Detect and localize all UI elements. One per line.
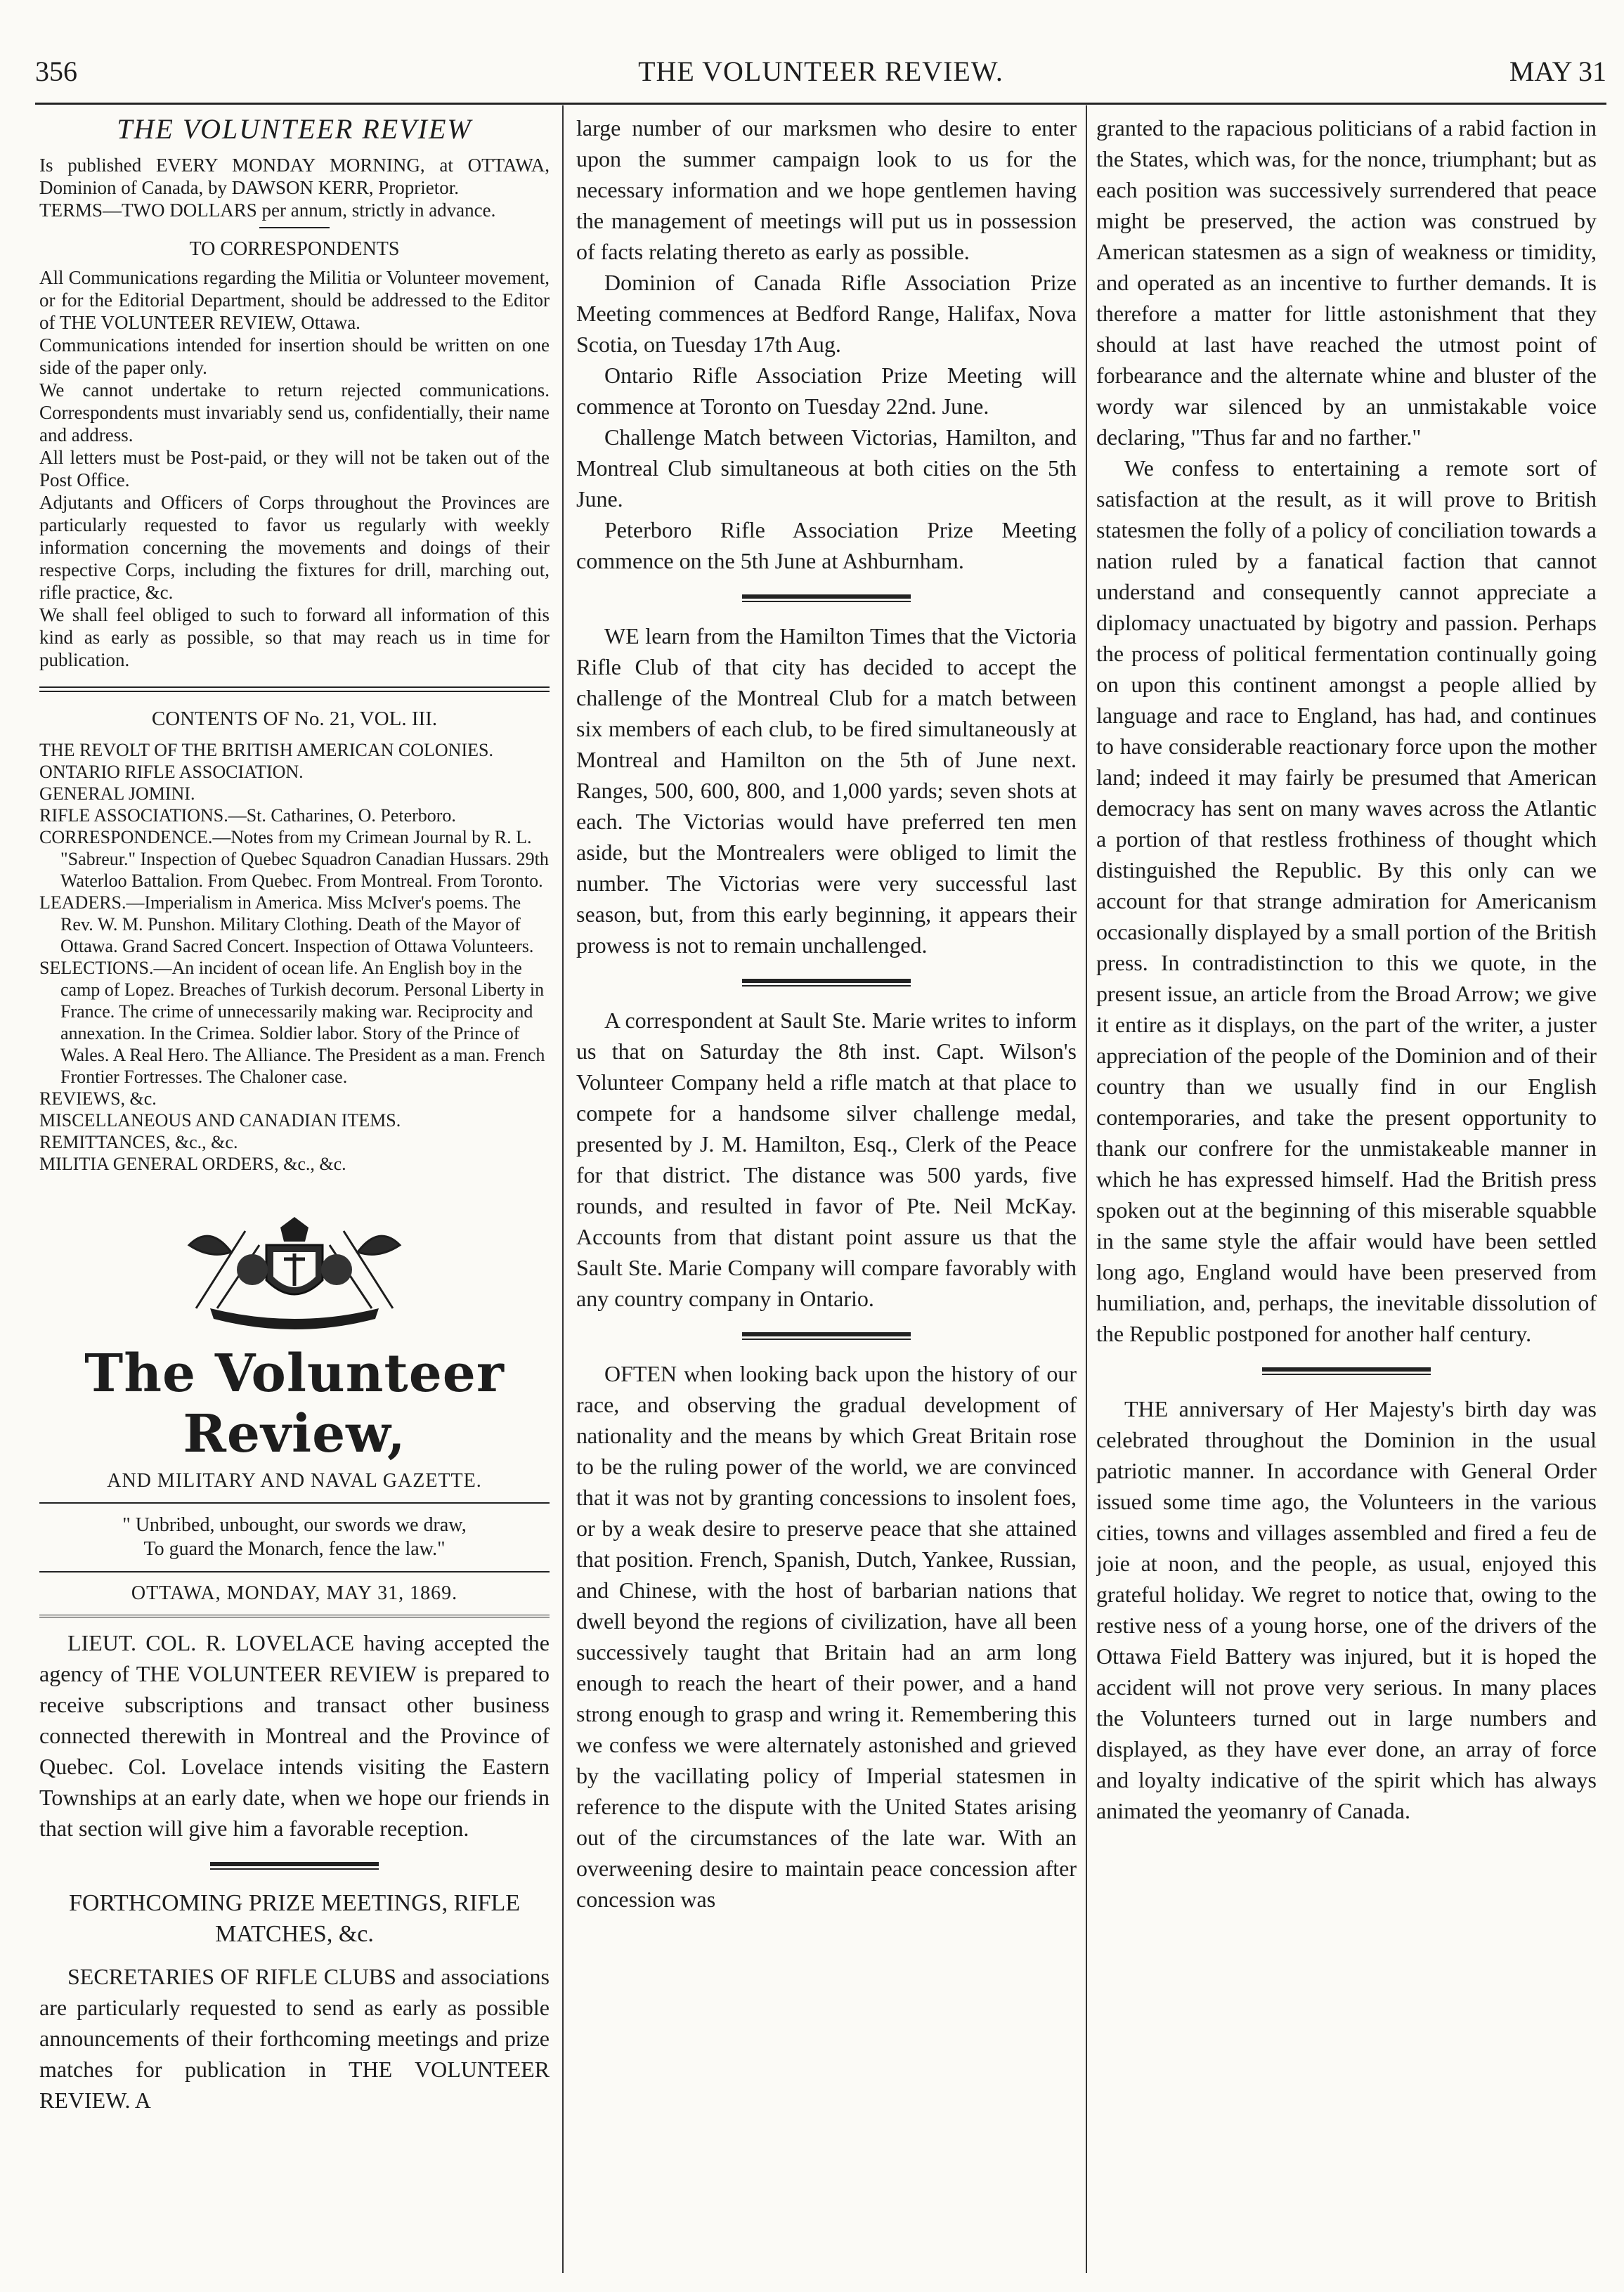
running-title: THE VOLUNTEER REVIEW. [638,56,1003,87]
divider [259,227,330,228]
column-2 [576,112,1077,2277]
correspondents-note: We cannot undertake to return rejected communications. Correspondents must invariably send us, confidentially, their name and address. [39,379,550,445]
motto-line: " Unbribed, unbought, our swords we draw, [122,1514,467,1536]
double-rule [39,686,550,692]
paper-title: The Volunteer Review, [84,1343,505,1464]
paper-subtitle: AND MILITARY AND NAVAL GAZETTE. [107,1470,482,1492]
meeting-announcement: Peterboro Rifle Association Prize Meeting commence on the 5th June at Ashburnham. [576,517,1077,573]
section-rule [1262,1367,1431,1375]
section-rule [210,1862,379,1870]
motto [39,1502,550,1573]
subscription-terms: TERMS—TWO DOLLARS per annum, strictly in advance. [39,200,496,221]
meeting-announcement: Dominion of Canada Rifle Association Prize Meeting commences at Bedford Range, Halifax, Nova Scotia, on Tuesday 17th Aug. [576,270,1077,357]
lead-in: THE [1124,1396,1169,1421]
publication-notice [39,154,550,221]
publication-info: Is published EVERY MONDAY MORNING, at OTTAWA, Dominion of Canada, by DAWSON KERR, Proprietor. [39,155,550,198]
correspondents-note: Adjutants and Officers of Corps throughout the Provinces are particularly requested to favor us regularly with weekly information concerning the movements and doings of their respective Corps, including the fixtures for drill, marching out, rifle practice, &c. [39,492,550,603]
article-text: A correspondent at Sault Ste. Marie writes to inform us that on Saturday the 8th inst. Capt. Wilson's Volunteer Company held a rifle match at that place to compete for a handsome silver challenge medal, presented by J. M. Hamilton, Esq., Clerk of the Peace for that district. The distance was 500 yards, five rounds, and resulted in favor of Pte. Neil McKay. Accounts from that distant point assure us that the Sault Ste. Marie Company will compare favorably with any country company in Ontario. [576,1008,1077,1311]
column-divider [1086,105,1087,2273]
article-text: large number of our marksmen who desire to enter upon the summer campaign look to us for the necessary information and we hope gentlemen having the management of meetings will put us in possession of facts relating thereto as early as possible. [576,115,1077,264]
contents-item: MILITIA GENERAL ORDERS, &c., &c. [39,1154,346,1174]
sault-article [576,1005,1077,1314]
birthday-article [1096,1393,1597,1826]
contents-item: THE REVOLT OF THE BRITISH AMERICAN COLONIES. [39,740,493,760]
correspondents-note: Communications intended for insertion should be written on one side of the paper only. [39,334,550,378]
article-text: granted to the rapacious politicians of a rabid faction in the States, which was, for the nonce, triumphant; but as each position was successively surrendered that peace might be preserved, the action was construed by American statesmen as a sign of weakness or timidity, and operated as an incentive to further demands. It is therefore a matter for little astonishment that they should at last have reached the utmost point of forbearance and the alternate whine and bluster of the wordy war silenced by an unmistakable voice declaring, "Thus far and no farther." [1096,115,1597,450]
article-text: anniversary of Her Majesty's birth day was celebrated throughout the Dominion in the usual patriotic manner. In accordance with General Order issued some time ago, the Volunteers in the various cities, towns and villages assembled and fired a feu de joie at noon, and the people, as usual, enjoyed this grateful holiday. We regret to notice that, owing to the restive ness of a young horse, one of the drivers of the Ottawa Field Battery was injured, but it is hoped the accident will not prove very serious. In many places the Volunteers turned out in large numbers and displayed, as they have ever done, an array of force and loyalty indicative of the spirit which has always animated the yeomanry of Canada. [1096,1396,1597,1823]
contents-item: MISCELLANEOUS AND CANADIAN ITEMS. [39,1110,401,1131]
column-1 [39,112,550,2277]
lead-in: LIEUT. COL. R. LOVELACE [67,1630,355,1655]
motto-line: To guard the Monarch, fence the law." [143,1538,446,1560]
royal-crest-icon [168,1203,421,1329]
article-text: having accepted the agency of THE VOLUNTEER REVIEW is prepared to receive subscriptions and transact other business connected therewith in Montreal and the Province of Quebec. Col. Lovelace intends visiting the Eastern Townships at an early date, when we hope our friends in that section will give him a favorable reception. [39,1630,550,1841]
section-heading: FORTHCOMING PRIZE MEETINGS, RIFLE MATCHES, &c. [68,1890,521,1947]
lead-in: SECRETARIES OF RIFLE CLUBS [67,1964,396,1989]
running-head [35,55,1606,97]
section-rule [742,1332,911,1340]
article-text: learn from the Hamilton Times that the Victoria Rifle Club of that city has decided to accept the challenge of the Montreal Club for a match between six members of each club, to be fired simultaneously at Montreal and Hamilton on the 5th of June next. Ranges, 500, 600, 800, and 1,000 yards; seven shots at each. The Victorias would have preferred ten men aside, but the Montrealers were obliged to limit the number. The Victorias were very successful last season, but, from this early beginning, it appears their prowess is not to remain unchallenged. [576,623,1077,958]
hamilton-article [576,620,1077,961]
page-number: 356 [35,56,77,87]
contents-item: ONTARIO RIFLE ASSOCIATION. [39,762,304,782]
contents-item: CORRESPONDENCE.—Notes from my Crimean Journal by R. L. "Sabreur." Inspection of Quebec Squadron Canadian Hussars. 29th Waterloo Battalion. From Quebec. From Montreal. From Toronto. [39,827,549,891]
dateline: OTTAWA, MONDAY, MAY 31, 1869. [39,1582,550,1617]
lovelace-notice [39,1627,550,1844]
section-rule [742,979,911,987]
contents-item: GENERAL JOMINI. [39,783,195,804]
running-date: MAY 31 [1509,56,1606,87]
correspondents-note: All letters must be Post-paid, or they will not be taken out of the Post Office. [39,447,550,490]
correspondents-note: We shall feel obliged to such to forward all information of this kind as early as possible, so that may reach us in time for publication. [39,604,550,670]
meeting-announcement: Ontario Rifle Association Prize Meeting will commence at Toronto on Tuesday 22nd. June. [576,363,1077,419]
lead-in: WE [604,623,639,649]
lead-in: OFTEN [604,1361,677,1386]
header-rule [35,103,1606,105]
article-text: We confess to entertaining a remote sort of satisfaction at the result, as it will prove to British statesmen the folly of a policy of conciliation towards a nation ruled by a fanatical faction that cannot understand and consequently cannot appreciate a diplomacy unactuated by bigotry and passion. Perhaps the process of political fermentation continually going on upon this continent amongst a people allied by language and race to England, has had, and continues to have considerable reactionary force upon the mother land; indeed it may fairly be presumed that American democracy has sent on many waves across the Atlantic a portion of that restless frothiness of thought which distinguished the Republic. By this only can we account for that strange admiration for Americanism occasionally displayed by a small portion of the British press. In contradistinction to this we quote, in the present issue, an article from the Broad Arrow; we give it entire as it displays, on the part of the writer, a juster appreciation of the people of the Dominion and of their country than we usually find in our English contemporaries, and take the present opportunity to thank our confrere for the unmistakeable manner in which he has expressed himself. Had the British press spoken out at the beginning of this miserable squabble in the same style the affair would have been settled long ago, England would have been preserved from humiliation, and, perhaps, the inevitable dissolution of the Republic postponed for another half century. [1096,455,1597,1346]
article-text: and associations are particularly requested to send as early as possible announcements of their forthcoming meetings and prize matches for publication in THE VOLUNTEER REVIEW. A [39,1964,550,2113]
secretaries-notice [39,1961,550,2116]
column-divider [562,105,564,2273]
correspondents-notes [39,266,550,671]
table-of-contents [39,739,550,1175]
correspondents-heading: TO CORRESPONDENTS [189,238,400,260]
prize-meetings-list [576,112,1077,576]
contents-item: REVIEWS, &c. [39,1088,157,1109]
contents-item: REMITTANCES, &c., &c. [39,1132,238,1152]
meeting-announcement: Challenge Match between Victorias, Hamilton, and Montreal Club simultaneous at both cities on the 5th June. [576,424,1077,512]
contents-item: RIFLE ASSOCIATIONS.—St. Catharines, O. Peterboro. [39,805,456,826]
section-rule [742,594,911,602]
column-3 [1096,112,1597,2277]
correspondents-note: All Communications regarding the Militia or Volunteer movement, or for the Editorial Department, should be addressed to the Editor of THE VOLUNTEER REVIEW, Ottawa. [39,267,550,333]
masthead-title: THE VOLUNTEER REVIEW [117,113,472,145]
contents-item: SELECTIONS.—An incident of ocean life. An English boy in the camp of Lopez. Breaches of Turkish decorum. Personal Liberty in France. The crime of unnecessarily making war. Reciprocity and annexation. In the Crimea. Soldier labor. Story of the Prince of Wales. A Real Hero. The Alliance. The President as a man. French Frontier Fortresses. The Chaloner case. [39,958,545,1087]
article-text: when looking back upon the history of our race, and observing the gradual development of nationality and the means by which Great Britain rose to be the ruling power of the world, we are convinced that it was not by granting concessions to insolent foes, or by a weak desire to preserve peace that she attained that position. French, Spanish, Dutch, Yankee, Russian, and Chinese, with the host of barbarian nations that dwell beyond the regions of civilization, have all been successively taught that Britain had an arm long enough to reach the heart of their power, and a hand strong enough to grasp and wring it. Remembering this we confess we were alternately astonished and grieved by the vacillating policy of Imperial statesmen in reference to the dispute with the United States arising out of the circumstances of the late war. With an overweening desire to maintain peace concession after concession was [576,1361,1077,1912]
contents-item: LEADERS.—Imperialism in America. Miss McIver's poems. The Rev. W. M. Punshon. Military Clothing. Death of the Mayor of Ottawa. Grand Sacred Concert. Inspection of Ottawa Volunteers. [39,892,534,956]
contents-heading: CONTENTS OF No. 21, VOL. III. [151,708,438,730]
leader-article-continued [1096,112,1597,1349]
leader-article [576,1358,1077,1915]
